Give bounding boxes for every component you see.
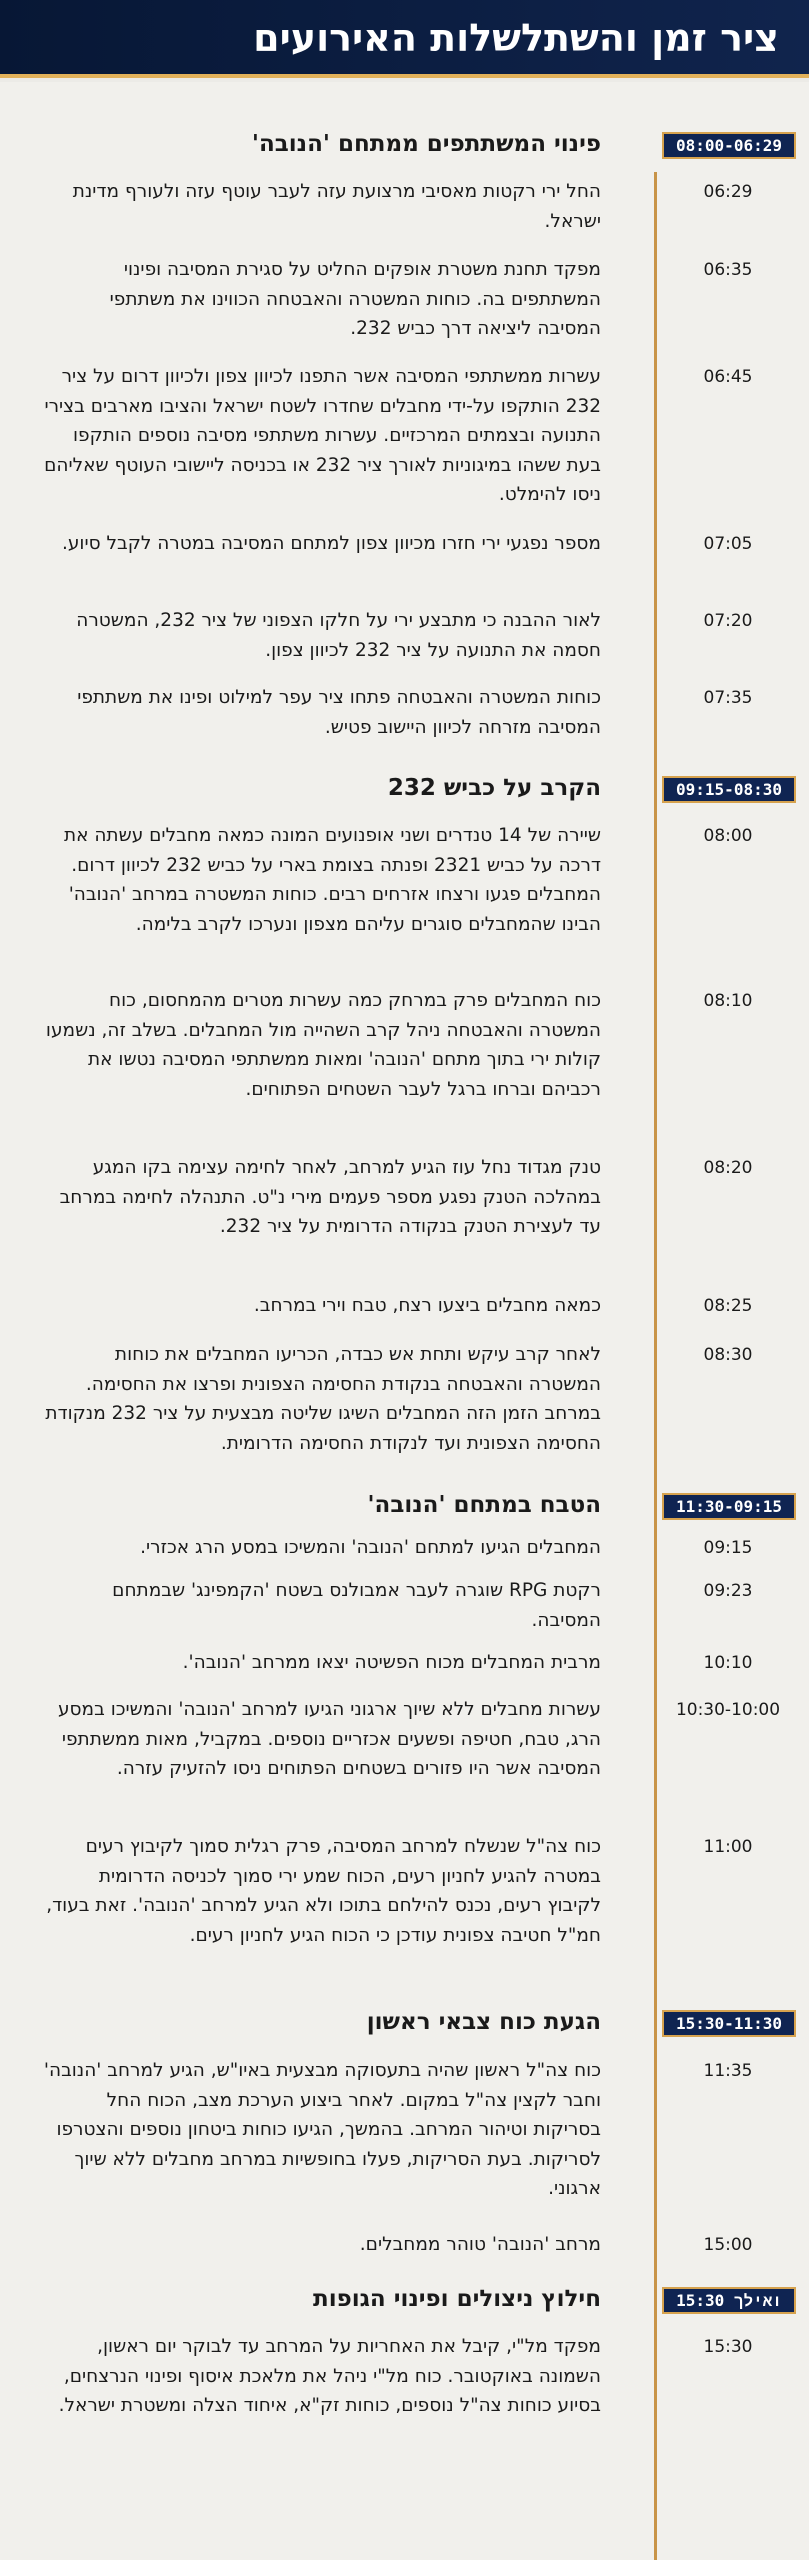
event-time: 08:25: [703, 1296, 753, 1316]
section-time-range: 09:15-08:30: [662, 776, 796, 803]
timeline-page: [0, 82, 809, 2560]
section-time-range: 08:00-06:29: [662, 132, 796, 159]
event-time: 07:05: [703, 534, 753, 554]
section-time-range: 15:30-11:30: [662, 2010, 796, 2037]
event-description: לאור ההבנה כי מתבצע ירי על חלקו הצפוני של ציר 232, המשטרה חסמה את התנועה על ציר 232 לכיוון צפון.: [76, 610, 601, 661]
event-description: רקטת RPG שוגרה לעבר אמבולנס בשטח 'הקמפינג' שבמתחם המסיבה.: [112, 1580, 601, 1631]
event-description: כוח צה"ל ראשון שהיה בתעסוקה מבצעית באיו"ש, הגיע למרחב 'הנובה' וחבר לקצין צה"ל במקום. לאחר ביצוע הערכת מצב, הכוח החל בסריקות וטיהור המרחב. בהמשך, הגיעו כוחות ביטחון נוספים והצטרפו לסריקות. בעת הסריקות, פעלו בחופשיות במרחב מחבלים ללא שיוך ארגוני.: [43, 2060, 601, 2199]
event-time: 08:00: [703, 826, 753, 846]
event-time: 07:20: [703, 611, 753, 631]
event-time: 06:45: [703, 367, 753, 387]
event-time: 15:00: [703, 2235, 753, 2255]
event-time: 08:30: [703, 1345, 753, 1365]
event-time: 09:15: [703, 1538, 753, 1558]
event-description: מרחב 'הנובה' טוהר ממחבלים.: [359, 2234, 601, 2255]
event-time: 15:30: [703, 2337, 753, 2357]
event-description: כוח המחבלים פרק במרחק כמה עשרות מטרים מהמחסום, כוח המשטרה והאבטחה ניהל קרב השהייה מול המחבלים. בשלב זה, נשמעו קולות ירי בתוך מתחם 'הנובה' ומאות ממשתתפי המסיבה נטשו את רכביהם וברחו ברגל לעבר השטחים הפתוחים.: [45, 990, 601, 1100]
event-description: שיירה של 14 טנדרים ושני אופנועים המונה כמאה מחבלים עשתה את דרכה על כביש 2321 ופנתה בצומת בארי על כביש 232 לכיוון דרום. המחבלים פגעו ורצחו אזרחים רבים. כוחות המשטרה במרחב 'הנובה' הבינו שהמחבלים סוגרים עליהם מצפון ונערכו לקרב בלימה.: [63, 825, 601, 935]
event-description: טנק מגדוד נחל עוז הגיע למרחב, לאחר לחימה עצימה בקו המגע במהלכה הטנק נפגע מספר פעמים מירי נ"ט. התנהלה לחימה במרחב עד לעצירת הטנק בנקודה הדרומית על ציר 232.: [59, 1157, 601, 1237]
event-description: מפקד מל"י, קיבל את האחריות על המרחב עד לבוקר יום ראשון, השמונה באוקטובר. כוח מל"י ניהל את מלאכת איסוף ופינוי הנרצחים, בסיוע כוחות צה"ל נוספים, כוחות זק"א, איחוד הצלה ומשטרת ישראל.: [58, 2336, 601, 2416]
event-time: 10:10: [703, 1653, 753, 1673]
event-description: החל ירי רקטות מאסיבי מרצועת עזה לעבר עוטף עזה ולעורף מדינת ישראל.: [72, 181, 601, 232]
event-time: 06:29: [703, 182, 753, 202]
event-time: 06:35: [703, 260, 753, 280]
event-description: מפקד תחנת משטרת אופקים החליט על סגירת המסיבה ופינוי המשתתפים בה. כוחות המשטרה והאבטחה הכווינו את משתתפי המסיבה ליציאה דרך כביש 232.: [109, 259, 601, 339]
event-description: עשרות ממשתתפי המסיבה אשר התפנו לכיוון צפון ולכיוון דרום על ציר 232 הותקפו על-ידי מחבלים שחדרו לשטח ישראל והציבו מארבים בצירי התנועה ובצמתים המרכזיים. עשרות משתתפי מסיבה נוספים הותקפו בעת ששהו במיגוניות לאורך ציר 232 או בכניסה ליישובי העוטף שאליהם ניסו להימלט.: [44, 366, 601, 505]
section-time-range: 11:30-09:15: [662, 1493, 796, 1520]
section-title: הגעת כוח צבאי ראשון: [366, 2009, 601, 2035]
section-title: הטבח במתחם 'הנובה': [367, 1492, 601, 1518]
event-time: 08:20: [703, 1158, 753, 1178]
event-description: עשרות מחבלים ללא שיוך ארגוני הגיעו למרחב 'הנובה' והמשיכו במסע הרג, טבח, חטיפה ופשעים אכזריים נוספים. במקביל, מאות ממשתתפי המסיבה אשר היו פזורים בשטחים הפתוחים ניסו להזעיק עזרה.: [57, 1699, 601, 1779]
event-description: כוחות המשטרה והאבטחה פתחו ציר עפר למילוט ופינו את משתתפי המסיבה מזרחה לכיוון היישוב פטיש.: [77, 687, 601, 738]
section-title: חילוץ ניצולים ופינוי הגופות: [312, 2286, 601, 2312]
event-time: 09:23: [703, 1581, 753, 1601]
event-time: 08:10: [703, 991, 753, 1011]
timeline-axis-line: [654, 172, 657, 2560]
event-description: כמאה מחבלים ביצעו רצח, טבח וירי במרחב.: [253, 1295, 601, 1316]
event-time: 10:30-10:00: [675, 1700, 781, 1720]
event-time: 11:35: [703, 2061, 753, 2081]
event-description: לאחר קרב עיקש ותחת אש כבדה, הכריעו המחבלים את כוחות המשטרה והאבטחה בנקודת החסימה הצפונית ופרצו את החסימה. במרחב הזמן הזה המחבלים השיגו שליטה מבצעית על ציר 232 מנקודת החסימה הצפונית ועד לנקודת החסימה הדרומית.: [45, 1344, 601, 1454]
section-time-range: 15:30 ואילך: [662, 2287, 796, 2314]
event-time: 11:00: [703, 1837, 753, 1857]
section-title: הקרב על כביש 232: [387, 775, 601, 801]
event-description: כוח צה"ל שנשלח למרחב המסיבה, פרק רגלית סמוך לקיבוץ רעים במטרה להגיע לחניון רעים, הכוח שמע ירי סמוך לכניסה הדרומית לקיבוץ רעים, נכנס להילחם בתוכו ולא הגיע למרחב 'הנובה'. זאת בעוד, חמ"ל חטיבה צפונית עודכן כי הכוח הגיע לחניון רעים.: [46, 1836, 601, 1946]
page-header: [0, 0, 809, 78]
event-time: 07:35: [703, 688, 753, 708]
event-description: המחבלים הגיעו למתחם 'הנובה' והמשיכו במסע הרג אכזרי.: [140, 1537, 601, 1558]
event-description: מרבית המחבלים מכוח הפשיטה יצאו ממרחב 'הנובה'.: [182, 1652, 601, 1673]
event-description: מספר נפגעי ירי חזרו מכיוון צפון למתחם המסיבה במטרה לקבל סיוע.: [61, 533, 601, 554]
page-title: ציר זמן והשתלשלות האירועים: [253, 16, 779, 60]
section-title: פינוי המשתתפים ממתחם 'הנובה': [251, 131, 601, 157]
